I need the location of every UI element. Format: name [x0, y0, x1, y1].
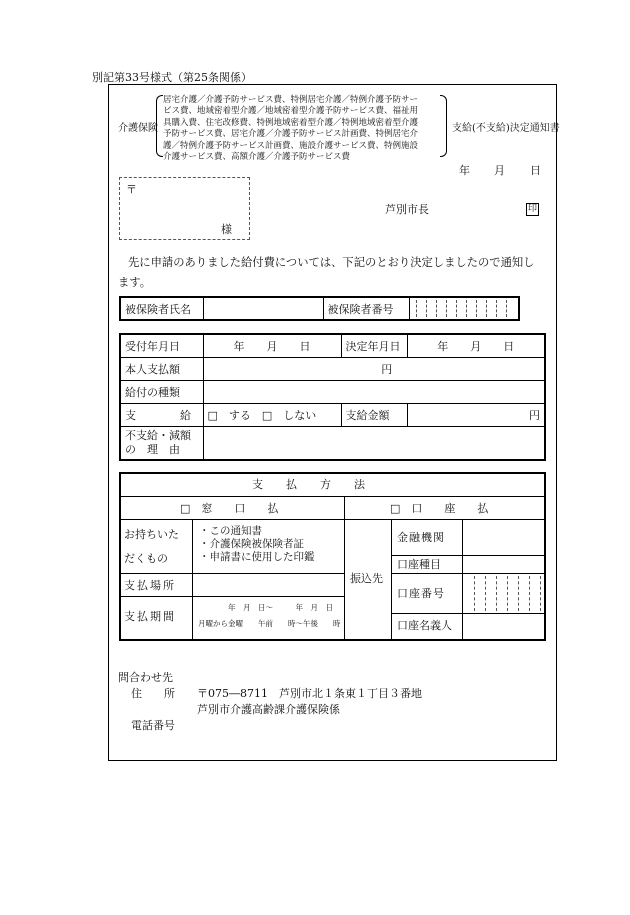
services-line: 予防サービス費、居宅介護／介護予防サービス計画費、特例居宅介: [163, 129, 419, 140]
reason-value[interactable]: [203, 426, 545, 460]
decision-table: [119, 333, 546, 461]
amount-label: 支給金額: [341, 403, 407, 426]
date-year: 年: [459, 164, 470, 177]
payment-label: 支 給: [120, 403, 203, 426]
insured-name-value[interactable]: [203, 297, 323, 320]
honorific: 様: [221, 223, 232, 236]
contact-address: 〒075―8711 芦別市北１条東１丁目３番地: [197, 687, 422, 700]
contact-department: 芦別市介護高齢課介護保険係: [197, 703, 340, 716]
insured-name-label: 被保険者氏名: [120, 297, 203, 320]
bring-item: ・申請書に使用した印鑑: [199, 551, 315, 563]
services-line: 護／特例介護予防サービス計画費、施設介護サービス費、特例施設: [163, 140, 419, 151]
date-month: 月: [494, 164, 505, 177]
services-line: ビス費、地域密着型介護／地域密着型介護予防サービス費、福祉用: [163, 106, 419, 117]
bring-label: だくもの: [124, 552, 168, 565]
benefit-type-value[interactable]: [203, 380, 545, 403]
services-line: 介護サービス費、高額介護／介護予防サービス費: [163, 152, 351, 163]
account-payment-option[interactable]: □ 口 座 払: [390, 502, 489, 515]
option-yes[interactable]: □ する: [207, 408, 251, 422]
contact-label: 問合わせ先: [118, 671, 173, 684]
account-holder-label: 口座名義人: [397, 619, 452, 632]
notice-title: 支給(不支給)決定通知書: [452, 123, 560, 134]
window-payment-option[interactable]: □ 窓 口 払: [180, 502, 279, 515]
received-value[interactable]: 年 月 日: [203, 334, 341, 357]
services-line: 居宅介護／介護予防サービス費、特例居宅介護／特例介護予防サー: [163, 95, 419, 105]
bring-item: ・介護保険被保険者証: [199, 538, 304, 550]
payment-title: 支 払 方 法: [252, 478, 371, 491]
insurance-label: 介護保険: [118, 123, 158, 134]
period-label: 支払期間: [124, 610, 176, 623]
amount-value[interactable]: 円: [407, 403, 545, 426]
account-type-label: 口座種目: [397, 558, 441, 571]
account-number-grid[interactable]: [474, 576, 542, 611]
reason-label: 不支給・減額 の 理 由: [120, 426, 203, 460]
account-number-label: 口座番号: [397, 587, 445, 600]
period-dates: 年 月 日～ 年 月 日: [228, 603, 333, 612]
body-text-1: 先に申請のありました給付費については、下記のとおり決定しましたので通知し: [128, 256, 535, 269]
period-hours: 月曜から金曜 午前 時～午後 時: [198, 619, 341, 628]
date-day: 日: [530, 164, 541, 177]
payment-frame: [119, 472, 546, 641]
body-text-2: ます。: [118, 276, 151, 289]
insured-table: [119, 296, 520, 321]
seal-mark: 印: [528, 204, 538, 214]
form-label: 別記第33号様式（第25条関係）: [92, 71, 252, 84]
bring-items: [199, 525, 315, 564]
place-label: 支払場所: [124, 579, 176, 592]
contact-address-label: 住 所: [131, 687, 175, 700]
right-brace: [440, 95, 447, 157]
decided-value[interactable]: 年 月 日: [407, 334, 545, 357]
payment-options[interactable]: [203, 403, 341, 426]
postal-mark: 〒: [126, 183, 137, 196]
phone-label: 電話番号: [131, 719, 175, 732]
self-pay-label: 本人支払額: [120, 357, 203, 380]
transfer-label: 振込先: [350, 572, 383, 585]
received-label: 受付年月日: [120, 334, 203, 357]
left-brace: [156, 95, 163, 157]
decided-label: 決定年月日: [341, 334, 407, 357]
benefit-type-label: 給付の種類: [120, 380, 203, 403]
insured-number-value[interactable]: [409, 297, 519, 320]
services-line: 具購入費、住宅改修費、特例地域密着型介護／特例地域密着型介護: [163, 117, 419, 128]
self-pay-value[interactable]: 円: [203, 357, 545, 380]
insured-number-label: 被保険者番号: [323, 297, 409, 320]
issuer-name: 芦別市長: [385, 203, 429, 216]
bank-label: 金融機関: [397, 531, 445, 544]
bring-item: ・この通知書: [199, 525, 262, 537]
bring-label: お持ちいた: [124, 528, 179, 541]
option-no[interactable]: □ しない: [261, 408, 317, 422]
services-list: [163, 95, 443, 163]
